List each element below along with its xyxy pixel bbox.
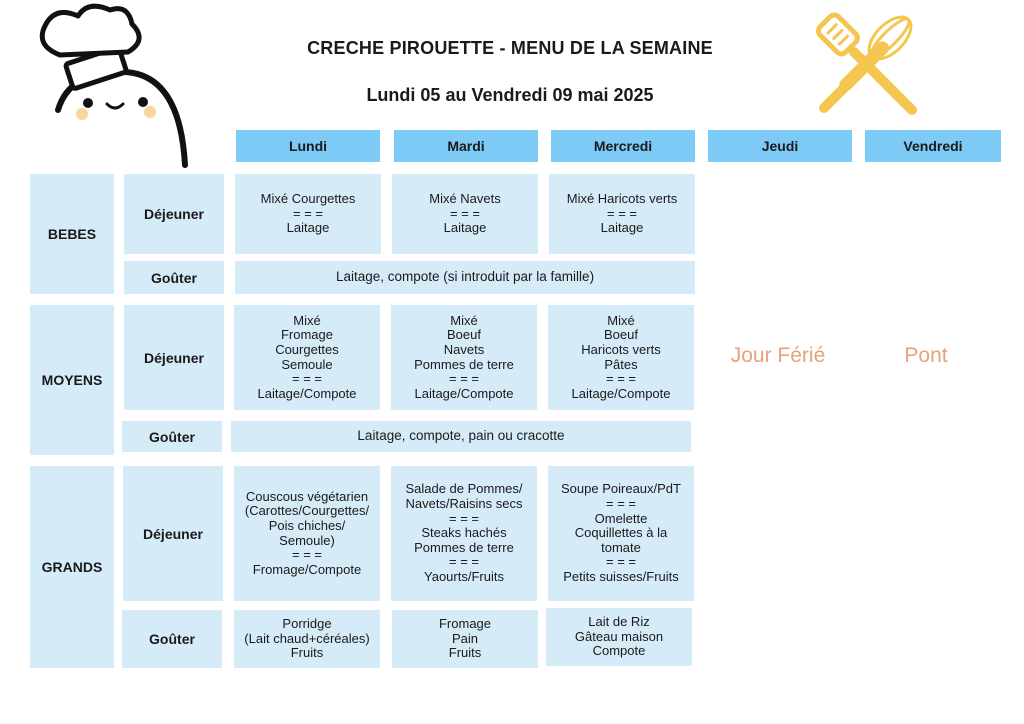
holiday-jeudi: Jour Férié (730, 344, 826, 367)
menu-line: Pommes de terre (414, 539, 514, 555)
menu-line: Courgettes (275, 341, 339, 357)
menu-line: Semoule (281, 356, 333, 372)
menu-line: = = = (606, 496, 636, 512)
chef-mascot-icon (30, 0, 230, 170)
holiday-vendredi: Pont (904, 344, 948, 367)
menu-line: = = = (292, 547, 322, 563)
menu-line: Laitage/Compote (414, 385, 514, 401)
menu-cell (548, 466, 694, 601)
menu-line: Fromage (438, 616, 492, 632)
menu-line: Semoule) (279, 532, 335, 548)
menu-line: Fruits (448, 645, 482, 661)
day-header-vendredi: Vendredi (865, 130, 1001, 162)
menu-cell (234, 305, 380, 410)
menu-cell (546, 608, 692, 666)
menu-cell (548, 305, 694, 410)
menu-cell-gouter: Laitage, compote, pain ou cracotte (231, 421, 691, 452)
menu-line: Fruits (290, 645, 324, 661)
menu-line: Gâteau maison (574, 628, 664, 644)
menu-line: Boeuf (447, 327, 481, 343)
group-label-bebes: BEBES (30, 174, 114, 294)
menu-line: Lait de Riz (588, 614, 650, 630)
menu-line: = = = (450, 205, 480, 221)
meal-label-gouter: Goûter (124, 261, 224, 294)
menu-line: Soupe Poireaux/PdT (561, 481, 681, 497)
menu-line: = = = (448, 554, 479, 570)
menu-line: Laitage (443, 220, 487, 236)
menu-cell (392, 610, 538, 668)
menu-line: Pommes de terre (414, 356, 514, 372)
day-header-mercredi: Mercredi (551, 130, 695, 162)
day-header-jeudi: Jeudi (708, 130, 852, 162)
menu-line: Pain (451, 630, 479, 646)
menu-cell (234, 610, 380, 668)
menu-line: tomate (601, 539, 641, 555)
menu-line: Mixé (293, 312, 321, 328)
menu-line: Pois chiches/ (268, 517, 346, 533)
menu-line: = = = (291, 371, 322, 387)
menu-line: = = = (605, 371, 636, 387)
menu-line: = = = (607, 205, 637, 221)
meal-label-dejeuner: Déjeuner (123, 466, 223, 601)
spatula-whisk-icon (812, 10, 922, 115)
menu-line: Porridge (282, 616, 332, 632)
menu-line: Fromage/Compote (252, 561, 362, 577)
menu-cell (391, 305, 537, 410)
menu-line: Laitage/Compote (571, 385, 671, 401)
menu-cell (235, 174, 381, 254)
menu-line: Salade de Pommes/ (405, 481, 523, 497)
menu-line: Laitage/Compote (257, 385, 357, 401)
menu-line: (Lait chaud+céréales) (244, 630, 370, 646)
menu-line: Navets (443, 341, 485, 357)
menu-line: = = = (293, 205, 323, 221)
menu-line: Omelette (594, 510, 648, 526)
menu-line: Compote (592, 643, 646, 659)
menu-line: Yaourts/Fruits (424, 568, 504, 584)
menu-line: Couscous végétarien (245, 488, 369, 504)
group-label-moyens: MOYENS (30, 305, 114, 455)
menu-line: Pâtes (604, 356, 638, 372)
menu-line: Mixé Haricots verts (566, 191, 678, 207)
menu-line: Fromage (280, 327, 333, 343)
menu-line: (Carottes/Courgettes/ (244, 503, 370, 519)
page-title: CRECHE PIROUETTE - MENU DE LA SEMAINE (307, 38, 713, 58)
menu-cell-gouter: Laitage, compote (si introduit par la famille) (235, 261, 695, 294)
menu-line: Mixé (450, 312, 478, 328)
meal-label-gouter: Goûter (122, 421, 222, 452)
menu-cell (549, 174, 695, 254)
menu-line: Mixé (607, 312, 635, 328)
meal-label-dejeuner: Déjeuner (124, 174, 224, 254)
menu-line: Mixé Courgettes (260, 191, 356, 207)
menu-line: Steaks hachés (421, 525, 507, 541)
menu-line: Boeuf (604, 327, 638, 343)
menu-line: Mixé Navets (429, 191, 501, 207)
menu-cell (234, 466, 380, 601)
menu-line: Coquillettes à la (574, 525, 668, 541)
day-header-mardi: Mardi (394, 130, 538, 162)
menu-line: = = = (448, 510, 479, 526)
menu-line: Navets/Raisins secs (405, 496, 523, 512)
day-header-lundi: Lundi (236, 130, 380, 162)
menu-line: Haricots verts (581, 341, 661, 357)
meal-label-gouter: Goûter (122, 610, 222, 668)
menu-cell (392, 174, 538, 254)
menu-line: = = = (448, 371, 479, 387)
date-range: Lundi 05 au Vendredi 09 mai 2025 (366, 85, 654, 105)
menu-line: Laitage (286, 220, 330, 236)
menu-line: Petits suisses/Fruits (563, 568, 679, 584)
menu-line: Laitage (600, 220, 644, 236)
menu-line: = = = (606, 554, 636, 570)
group-label-grands: GRANDS (30, 466, 114, 668)
meal-label-dejeuner: Déjeuner (124, 305, 224, 410)
menu-cell (391, 466, 537, 601)
